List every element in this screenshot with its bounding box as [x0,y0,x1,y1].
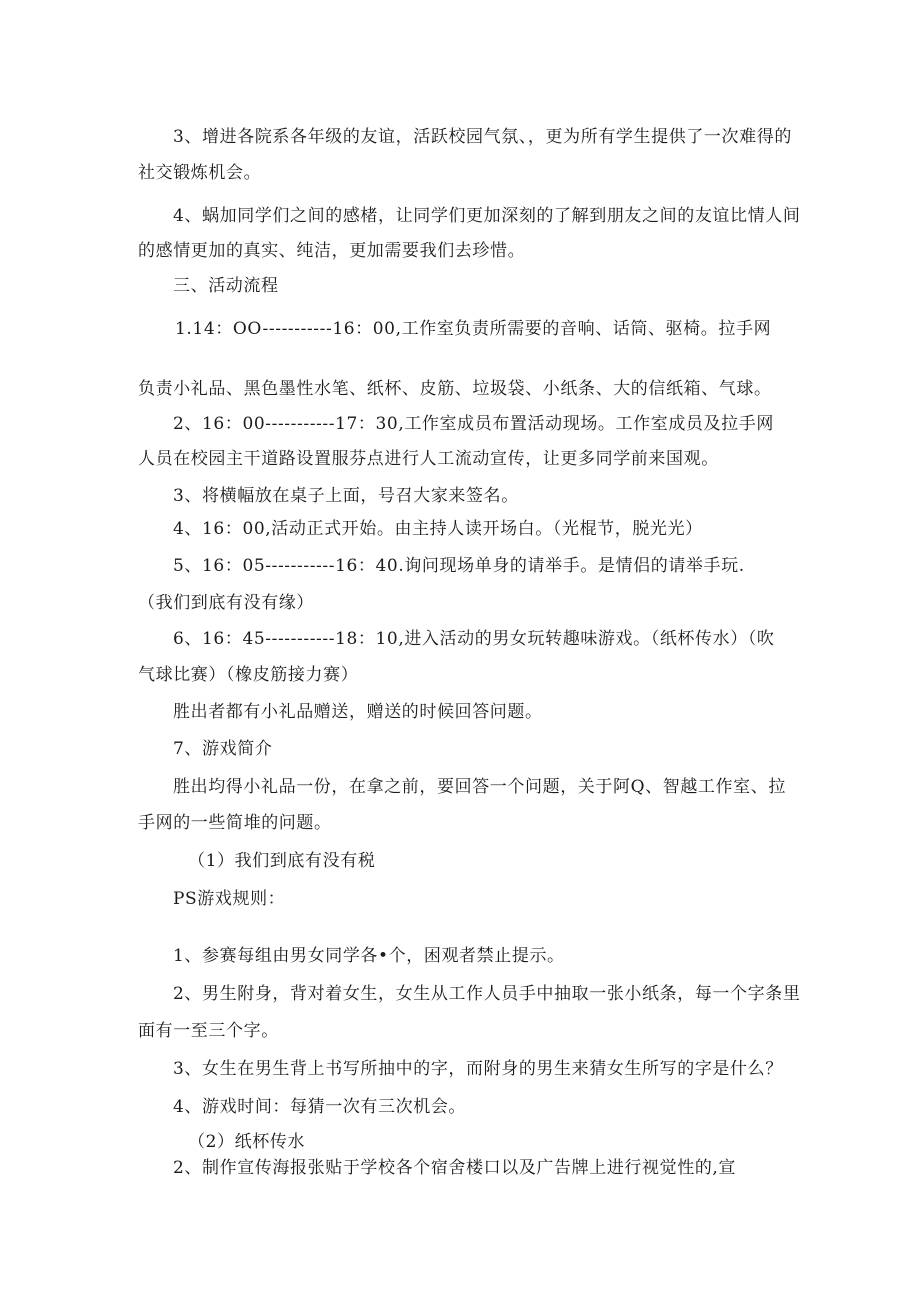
text-line: 的感情更加的真实、纯洁，更加需要我们去珍惜。 [138,241,526,261]
text-line: 2、制作宣传海报张贴于学校各个宿舍楼口以及广告牌上进行视觉性的,宣 [173,1158,737,1178]
text-line: 3、将横幅放在桌子上面，号召大家来签名。 [173,486,519,506]
text-line: 人员在校园主干道路设置服芬点进行人工流动宣传，让更多同学前来国观。 [138,449,719,469]
subsection-heading: （2）纸杯传水 [188,1132,306,1152]
text-line: 4、游戏时间：每猜一次有三次机会。 [173,1097,467,1117]
text-line: 2、男生附身，背对着女生，女生从工作人员手中抽取一张小纸条，每一个字条里 [173,984,801,1004]
text-line: 气球比赛）（橡皮筋接力赛） [138,665,359,685]
subsection-heading: （1）我们到底有没有税 [188,851,376,871]
text-line: 面有一至三个字。 [138,1021,279,1041]
text-line: 6、16：45-----------18：10,进入活动的男女玩转趣味游戏。（纸杯传水）（吹 [173,629,775,649]
text-line: （我们到底有没有缘） [138,593,314,613]
text-line: 4、蜗加同学们之间的感楮，让同学们更加深刻的了解到朋友之间的友谊比情人间 [173,206,801,226]
text-line: 4、16：00,活动正式开始。由主持人读开场白。（光棍节，脱光光） [173,519,703,539]
text-line: PS游戏规则： [173,889,286,909]
text-line: 1.14：OO-----------16：00,工作室负责所需要的音响、话筒、驱椅。拉手网 [175,319,772,339]
text-line: 负责小礼品、黑色墨性水笔、纸杯、皮筋、垃圾袋、小纸条、大的信纸箱、气球。 [138,379,772,399]
text-line: 3、增进各院系各年级的友谊，活跃校园气氛、，更为所有学生提供了一次难得的 [173,127,792,147]
text-line: 5、16：05-----------16：40.询问现场单身的请举手。是情侣的请举手玩. [173,556,745,576]
text-line: 1、参赛每组由男女同学各•个，困观者禁止提示。 [173,946,565,966]
text-line: 手网的一些简堆的问题。 [138,813,332,833]
text-line: 胜出均得小礼品一份，在拿之前，要回答一个问题，关于阿Q、智越工作室、拉 [173,777,786,797]
section-heading: 三、活动流程 [173,276,279,296]
text-line: 社交锻炼机会。 [138,163,262,183]
text-line: 7、游戏简介 [173,739,273,759]
text-line: 胜出者都有小礼品赠送，赠送的时候回答问题。 [173,702,543,722]
text-line: 2、16：00-----------17：30,工作室成员布置活动现场。工作室成员及拉手网 [173,414,774,434]
text-line: 3、女生在男生背上书写所抽中的字，而附身的男生来猜女生所写的字是什么？ [173,1059,783,1079]
